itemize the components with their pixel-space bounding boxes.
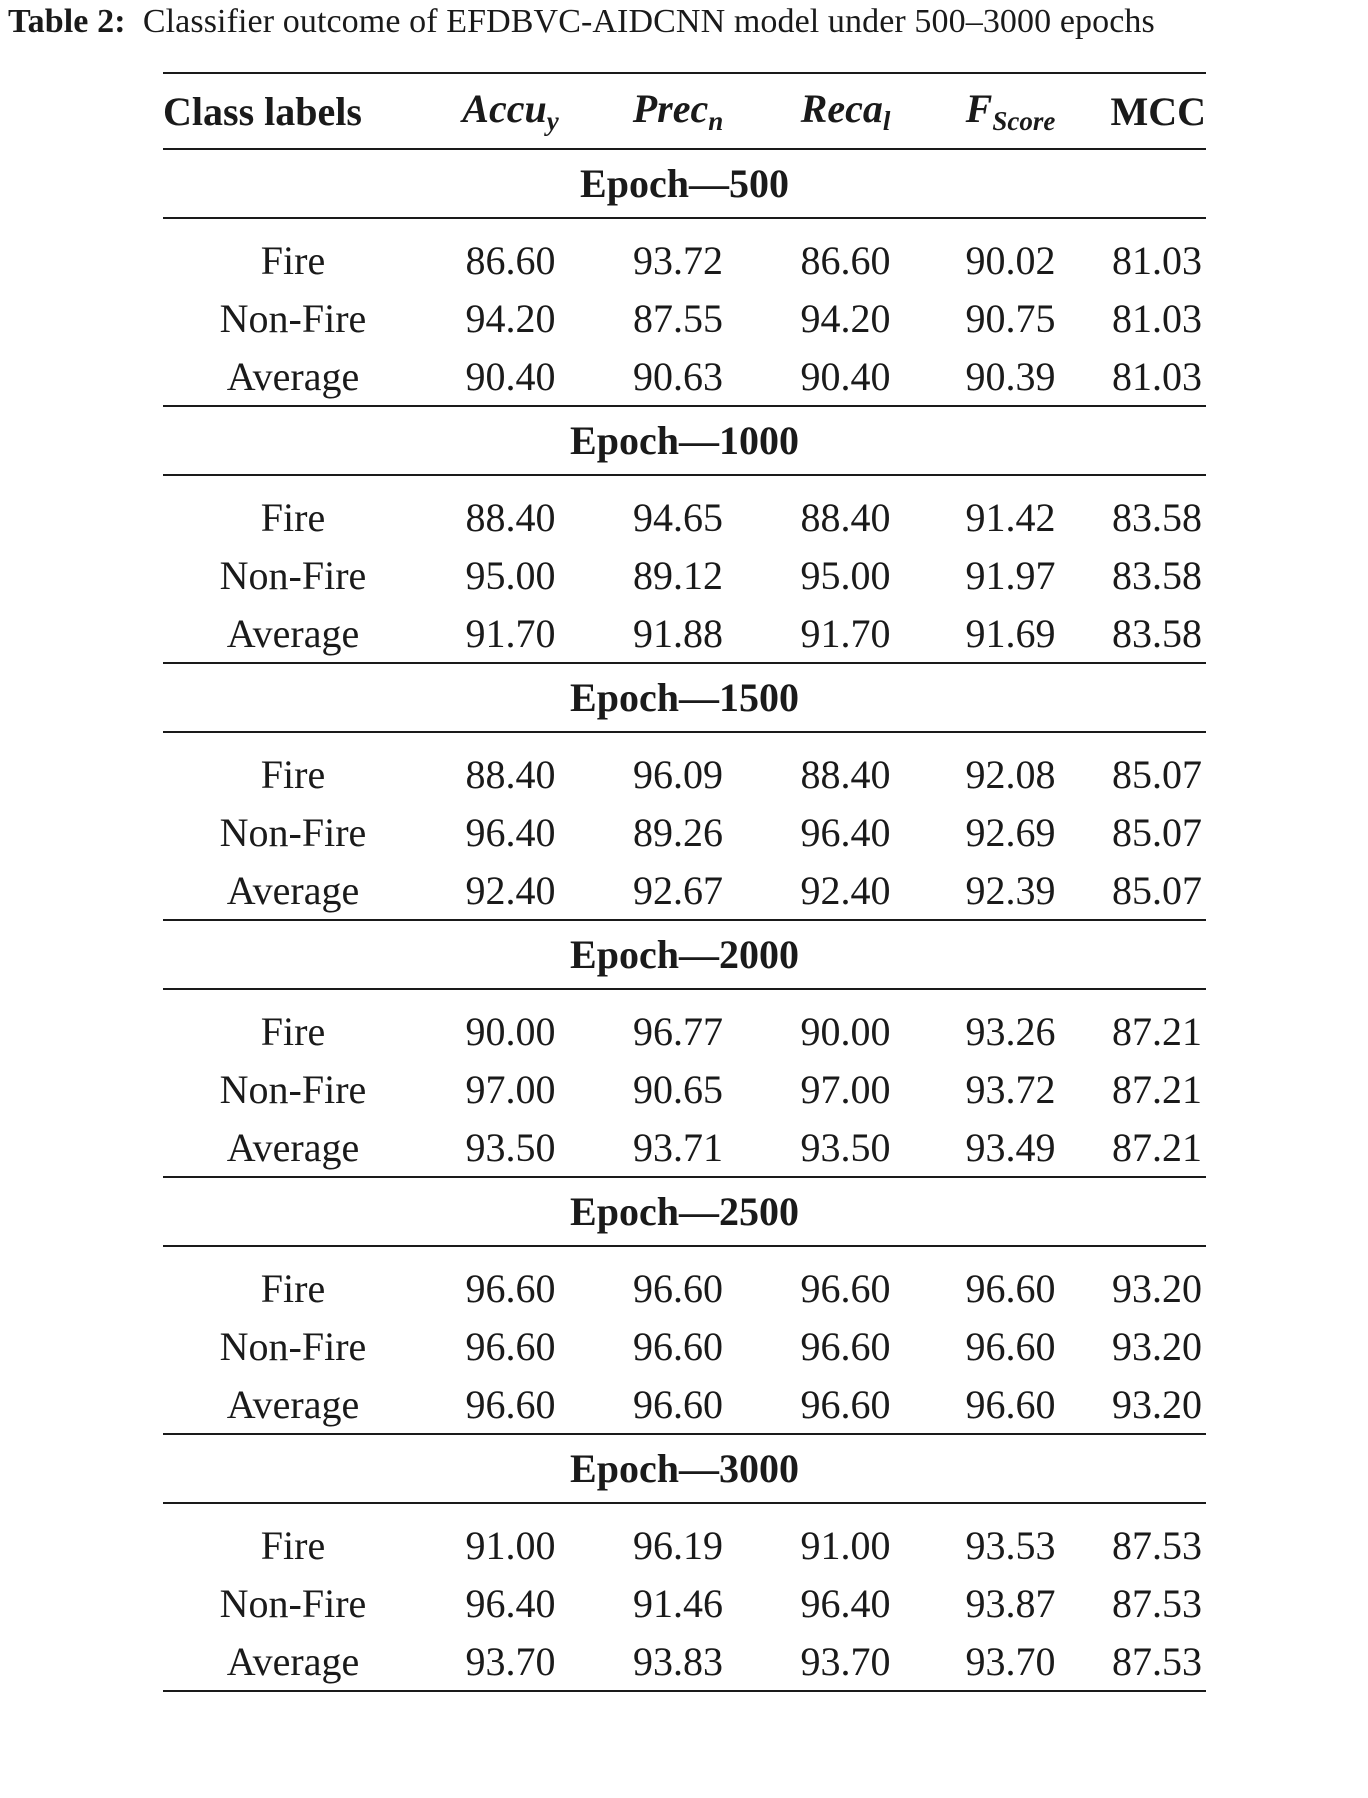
epoch-heading-row [163,149,1206,218]
accuracy-cell: 96.40 [465,1580,556,1626]
accuracy-cell: 93.70 [423,1632,598,1691]
recall-cell: 88.40 [800,494,891,540]
fscore-cell: 96.60 [965,1323,1056,1369]
accuracy-cell: 90.40 [423,347,598,406]
accuracy-cell: 96.60 [465,1265,556,1311]
fscore-cell: 91.69 [933,604,1088,663]
class-label-cell: Non-Fire [219,809,367,855]
class-label-cell: Average [163,1375,423,1434]
header-row [163,73,1206,149]
table-row [163,289,1206,347]
class-label-cell: Fire [260,1522,326,1568]
recall-cell: 97.00 [800,1066,891,1112]
recall-cell: 96.60 [758,1375,933,1434]
spacer-cell [163,218,1206,231]
mcc-cell: 87.53 [1112,1522,1202,1568]
spacer-cell [163,1246,1206,1259]
recall-cell: 90.40 [758,347,933,406]
accuracy-cell: 93.50 [423,1118,598,1177]
header-fscore-base: F [965,86,993,131]
class-label-cell: Average [163,1632,423,1691]
class-label-cell: Non-Fire [219,1580,367,1626]
results-table-container [163,72,1206,1692]
accuracy-cell: 96.60 [465,1323,556,1369]
precision-cell: 87.55 [633,295,723,341]
spacer-row [163,732,1206,745]
header-accuracy [423,73,598,149]
precision-cell: 96.19 [633,1522,723,1568]
class-label-cell: Non-Fire [219,1323,367,1369]
accuracy-cell: 92.40 [423,861,598,920]
table-row [163,1317,1206,1375]
precision-cell: 96.60 [598,1375,758,1434]
accuracy-cell: 95.00 [465,552,556,598]
precision-cell: 96.60 [633,1323,723,1369]
fscore-cell: 93.70 [933,1632,1088,1691]
spacer-row [163,475,1206,488]
precision-cell: 93.83 [598,1632,758,1691]
header-recall-sub: l [882,106,891,136]
fscore-cell: 91.97 [965,552,1056,598]
table-row [163,347,1206,406]
epoch-title: Epoch—500 [163,149,1206,218]
epoch-heading-row [163,1434,1206,1503]
class-label-cell: Non-Fire [219,295,367,341]
mcc-cell: 81.03 [1088,347,1206,406]
spacer-cell [163,989,1206,1002]
recall-cell: 88.40 [800,751,891,797]
precision-cell: 96.60 [633,1265,723,1311]
header-class-labels: Class labels [163,73,423,149]
fscore-cell: 90.75 [965,295,1056,341]
class-label-cell: Average [163,1118,423,1177]
table-row [163,803,1206,861]
fscore-cell: 90.02 [965,237,1056,283]
fscore-cell: 93.87 [965,1580,1056,1626]
precision-cell: 89.26 [633,809,723,855]
accuracy-cell: 94.20 [465,295,556,341]
precision-cell: 89.12 [633,552,723,598]
class-label-cell: Fire [260,237,326,283]
recall-cell: 90.00 [800,1008,891,1054]
class-label-cell: Fire [260,1265,326,1311]
table-row [163,1632,1206,1691]
results-table [163,72,1206,1692]
recall-cell: 96.60 [800,1323,891,1369]
class-label-cell: Fire [260,751,326,797]
recall-cell: 94.20 [800,295,891,341]
class-label-cell: Non-Fire [219,1066,367,1112]
table-caption [8,2,1155,42]
class-label-cell: Non-Fire [219,552,367,598]
precision-cell: 96.77 [633,1008,723,1054]
mcc-cell: 85.07 [1112,751,1202,797]
accuracy-cell: 88.40 [465,751,556,797]
class-label-cell: Average [163,604,423,663]
mcc-cell: 87.53 [1088,1632,1206,1691]
mcc-cell: 93.20 [1088,1375,1206,1434]
precision-cell: 92.67 [598,861,758,920]
mcc-cell: 87.53 [1112,1580,1202,1626]
table-row [163,1375,1206,1434]
header-fscore-sub: Score [992,106,1056,136]
fscore-cell: 96.60 [933,1375,1088,1434]
accuracy-cell: 91.70 [423,604,598,663]
epoch-heading-row [163,920,1206,989]
epoch-title: Epoch—2000 [163,920,1206,989]
header-recall [758,73,933,149]
header-accuracy-base: Accu [462,86,547,131]
recall-cell: 96.60 [800,1265,891,1311]
fscore-cell: 92.69 [965,809,1056,855]
fscore-cell: 93.53 [965,1522,1056,1568]
caption-text: Classifier outcome of EFDBVC-AIDCNN model under 500–3000 epochs [142,3,1155,40]
precision-cell: 91.46 [633,1580,723,1626]
header-precision-sub: n [708,106,724,136]
header-recall-base: Reca [800,86,883,131]
mcc-cell: 83.58 [1112,552,1202,598]
epoch-heading-row [163,1177,1206,1246]
spacer-cell [163,475,1206,488]
fscore-cell: 93.26 [965,1008,1056,1054]
table-row [163,861,1206,920]
mcc-cell: 81.03 [1112,295,1202,341]
spacer-row [163,218,1206,231]
header-fscore [933,73,1088,149]
recall-cell: 93.70 [758,1632,933,1691]
recall-cell: 92.40 [758,861,933,920]
mcc-cell: 93.20 [1112,1265,1202,1311]
recall-cell: 96.40 [800,1580,891,1626]
accuracy-cell: 96.40 [465,809,556,855]
table-row [163,1259,1206,1317]
fscore-cell: 92.08 [965,751,1056,797]
precision-cell: 91.88 [598,604,758,663]
accuracy-cell: 91.00 [465,1522,556,1568]
header-mcc: MCC [1088,73,1206,149]
recall-cell: 91.70 [758,604,933,663]
epoch-title: Epoch—1000 [163,406,1206,475]
table-row [163,488,1206,546]
mcc-cell: 85.07 [1088,861,1206,920]
precision-cell: 90.65 [633,1066,723,1112]
epoch-heading-row [163,406,1206,475]
spacer-cell [163,1503,1206,1516]
spacer-row [163,1503,1206,1516]
epoch-title: Epoch—1500 [163,663,1206,732]
epoch-heading-row [163,663,1206,732]
mcc-cell: 83.58 [1088,604,1206,663]
class-label-cell: Average [163,861,423,920]
accuracy-cell: 97.00 [465,1066,556,1112]
caption-label: Table 2: [8,3,126,40]
accuracy-cell: 96.60 [423,1375,598,1434]
fscore-cell: 91.42 [965,494,1056,540]
table-row [163,745,1206,803]
header-precision [598,73,758,149]
table-body [163,149,1206,1691]
mcc-cell: 87.21 [1088,1118,1206,1177]
epoch-title: Epoch—3000 [163,1434,1206,1503]
accuracy-cell: 86.60 [465,237,556,283]
class-label-cell: Fire [260,1008,326,1054]
precision-cell: 93.71 [598,1118,758,1177]
table-row [163,1516,1206,1574]
mcc-cell: 87.21 [1112,1008,1202,1054]
spacer-row [163,989,1206,1002]
header-accuracy-sub: y [546,106,559,136]
precision-cell: 93.72 [633,237,723,283]
recall-cell: 86.60 [800,237,891,283]
fscore-cell: 96.60 [965,1265,1056,1311]
header-precision-base: Prec [632,86,709,131]
recall-cell: 91.00 [800,1522,891,1568]
spacer-row [163,1246,1206,1259]
accuracy-cell: 88.40 [465,494,556,540]
epoch-title: Epoch—2500 [163,1177,1206,1246]
mcc-cell: 83.58 [1112,494,1202,540]
fscore-cell: 92.39 [933,861,1088,920]
precision-cell: 94.65 [633,494,723,540]
mcc-cell: 93.20 [1112,1323,1202,1369]
table-row [163,231,1206,289]
recall-cell: 93.50 [758,1118,933,1177]
table-row [163,604,1206,663]
spacer-cell [163,732,1206,745]
table-row [163,1118,1206,1177]
precision-cell: 90.63 [598,347,758,406]
fscore-cell: 93.49 [933,1118,1088,1177]
precision-cell: 96.09 [633,751,723,797]
fscore-cell: 93.72 [965,1066,1056,1112]
fscore-cell: 90.39 [933,347,1088,406]
table-row [163,1574,1206,1632]
accuracy-cell: 90.00 [465,1008,556,1054]
recall-cell: 96.40 [800,809,891,855]
table-row [163,546,1206,604]
mcc-cell: 87.21 [1112,1066,1202,1112]
class-label-cell: Average [163,347,423,406]
class-label-cell: Fire [260,494,326,540]
mcc-cell: 85.07 [1112,809,1202,855]
table-header [163,73,1206,149]
table-row [163,1002,1206,1060]
table-row [163,1060,1206,1118]
mcc-cell: 81.03 [1112,237,1202,283]
recall-cell: 95.00 [800,552,891,598]
